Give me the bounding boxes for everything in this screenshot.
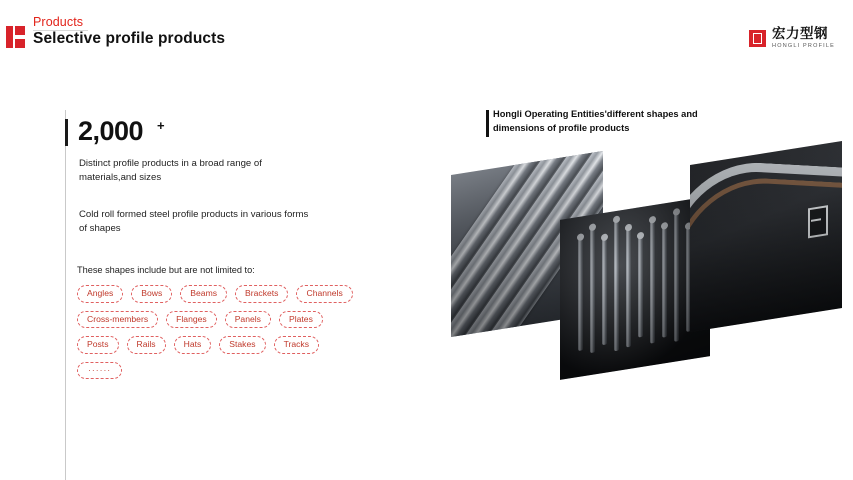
hongli-mark-icon [6,26,25,48]
shapes-intro-text: These shapes include but are not limited to: [77,265,255,275]
shape-chip[interactable]: Stakes [219,336,265,354]
photo-collage [440,150,850,395]
shape-chip[interactable]: Posts [77,336,119,354]
profile-paragraph: Cold roll formed steel profile products in various forms of shapes [79,209,309,234]
caption-accent-bar [486,110,489,137]
shape-chip[interactable]: Cross-members [77,311,158,329]
shape-chip-list [77,285,367,387]
left-vertical-rule [65,110,66,480]
photo-caption [493,108,733,135]
shape-chip-more[interactable]: ······ [77,362,122,380]
shape-chip[interactable]: Bows [131,285,172,303]
shape-chip[interactable]: Panels [225,311,271,329]
photo-bent-profile [690,141,842,332]
shape-chip[interactable]: Hats [174,336,212,354]
breadcrumb: Products [33,15,84,29]
brand-name-cn: 宏力型钢 [772,26,829,41]
shape-chip[interactable]: Beams [180,285,227,303]
shape-chip[interactable]: Channels [296,285,352,303]
brand-name-en: HONGLI PROFILE [772,42,835,49]
stat-accent-bar [65,119,68,146]
shape-chip[interactable]: Flanges [166,311,217,329]
caption-text: Hongli Operating Entities'different shapes and dimensions of profile products [493,109,698,133]
shape-chip[interactable]: Rails [127,336,166,354]
shape-chip[interactable]: Plates [279,311,323,329]
shape-chip[interactable]: Angles [77,285,123,303]
stat-number: 2,000 [78,116,144,146]
page-header [0,0,853,60]
stat-description: Distinct profile products in a broad range of materials,and sizes [79,158,262,183]
photo-steel-tubes [560,196,710,380]
shape-chip[interactable]: Tracks [274,336,319,354]
brand-square-icon [749,30,766,47]
shape-chip[interactable]: Brackets [235,285,288,303]
stat-superscript: + [157,118,165,133]
brand-logo [749,27,835,49]
page-title: Selective profile products [33,30,226,47]
